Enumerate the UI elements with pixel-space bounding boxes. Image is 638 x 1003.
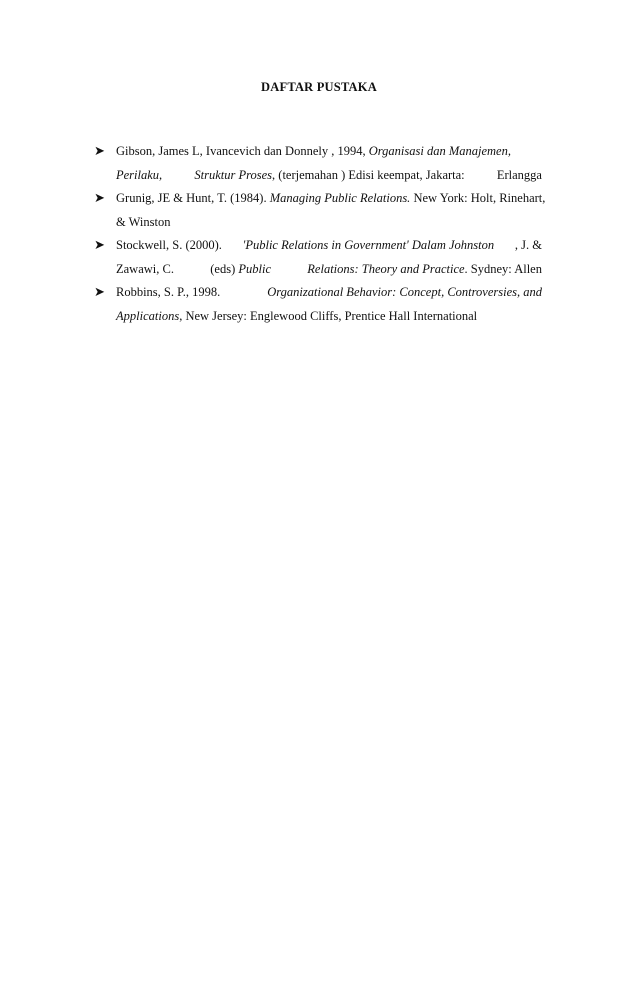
arrowhead-bullet-icon: ➤ (94, 285, 105, 300)
list-item (96, 234, 542, 281)
reference-text: Erlangga (496, 167, 542, 182)
arrowhead-bullet-icon: ➤ (94, 238, 105, 253)
reference-title: Perilaku, (116, 167, 163, 182)
arrowhead-bullet-icon: ➤ (94, 144, 105, 159)
reference-line (116, 305, 542, 329)
reference-text: Grunig, JE & Hunt, T. (1984). (116, 191, 270, 205)
reference-title: Organisasi dan Manajemen, (368, 144, 511, 158)
reference-title: Struktur Proses (194, 167, 273, 182)
reference-title: 'Public Relations in Government' Dalam Johnston (242, 238, 495, 252)
reference-text: Gibson, James L, Ivancevich dan Donnely , 1994, (116, 144, 369, 158)
reference-line (116, 140, 542, 164)
reference-line (116, 187, 546, 211)
reference-text: . Sydney: Allen (464, 261, 542, 276)
reference-line (116, 164, 542, 188)
reference-line (116, 281, 542, 305)
reference-title: Applications (116, 308, 180, 323)
list-item (94, 187, 546, 234)
reference-title: Organizational Behavior: Concept, Controversies, and (267, 285, 542, 299)
reference-text: , New Jersey: Englewood Cliffs, Prentice Hall International (179, 308, 478, 323)
reference-list (94, 140, 546, 328)
reference-title: Public (238, 261, 272, 276)
reference-text: , (terjemahan ) Edisi keempat, Jakarta: (272, 167, 465, 182)
reference-text: Robbins, S. P., 1998. (116, 285, 224, 299)
reference-line (116, 211, 542, 235)
arrowhead-bullet-icon: ➤ (94, 191, 105, 206)
reference-title: Managing Public Relations. (269, 191, 411, 205)
list-item (96, 140, 542, 187)
reference-text: , J. & (514, 238, 542, 252)
reference-text: New York: Holt, Rinehart, (410, 191, 546, 205)
list-item (96, 281, 542, 328)
reference-text: Stockwell, S. (2000). (116, 238, 222, 252)
reference-text: Zawawi, C. (116, 261, 174, 276)
reference-text: & Winston (116, 214, 171, 229)
reference-text: (eds) (210, 261, 239, 276)
reference-line (116, 234, 542, 258)
page-title: DAFTAR PUSTAKA (261, 80, 377, 94)
reference-line (116, 258, 542, 282)
reference-title: Relations: Theory and Practice (307, 261, 465, 276)
